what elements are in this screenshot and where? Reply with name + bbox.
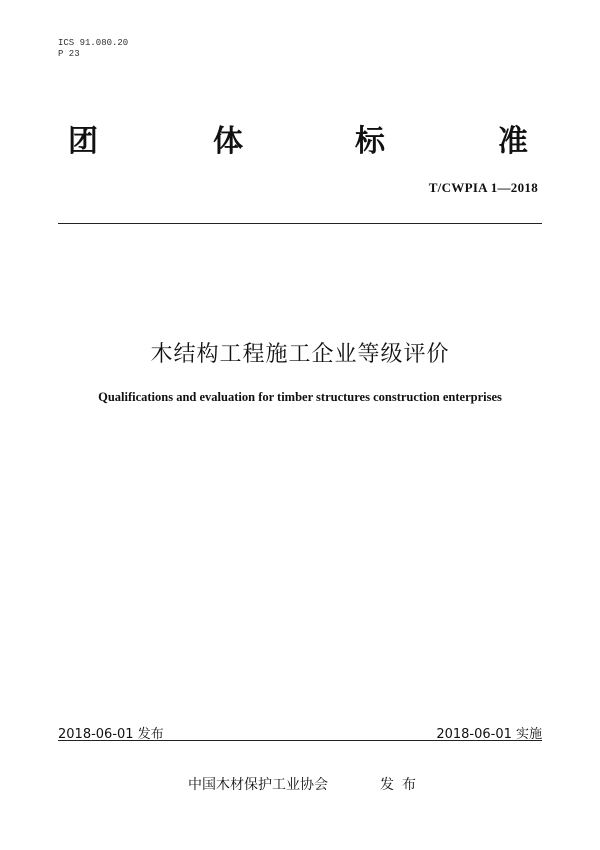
publisher-name: 中国木材保护工业协会 [188, 777, 328, 793]
implementation-date: 2018-06-01 实施 [436, 727, 542, 742]
title-chinese: 木结构工程施工企业等级评价 [150, 342, 450, 367]
issue-date: 2018-06-01 发布 [58, 727, 164, 742]
ics-code: ICS 91.080.20 [58, 38, 129, 48]
standard-type-heading [68, 122, 538, 162]
ccs-code: P 23 [58, 49, 80, 59]
publish-label: 发布 [380, 777, 424, 793]
title-english: Qualifications and evaluation for timber structures construction enterprises [98, 390, 502, 404]
standard-number: T/CWPIA 1—2018 [428, 180, 538, 195]
standard-type-char-4: 准 [498, 124, 528, 159]
top-divider [58, 223, 542, 224]
standard-type-char-1: 团 [68, 124, 98, 159]
classification-codes [58, 38, 128, 60]
bottom-divider [58, 740, 542, 741]
standard-type-char-2: 体 [213, 124, 243, 159]
standard-type-char-3: 标 [355, 124, 385, 159]
